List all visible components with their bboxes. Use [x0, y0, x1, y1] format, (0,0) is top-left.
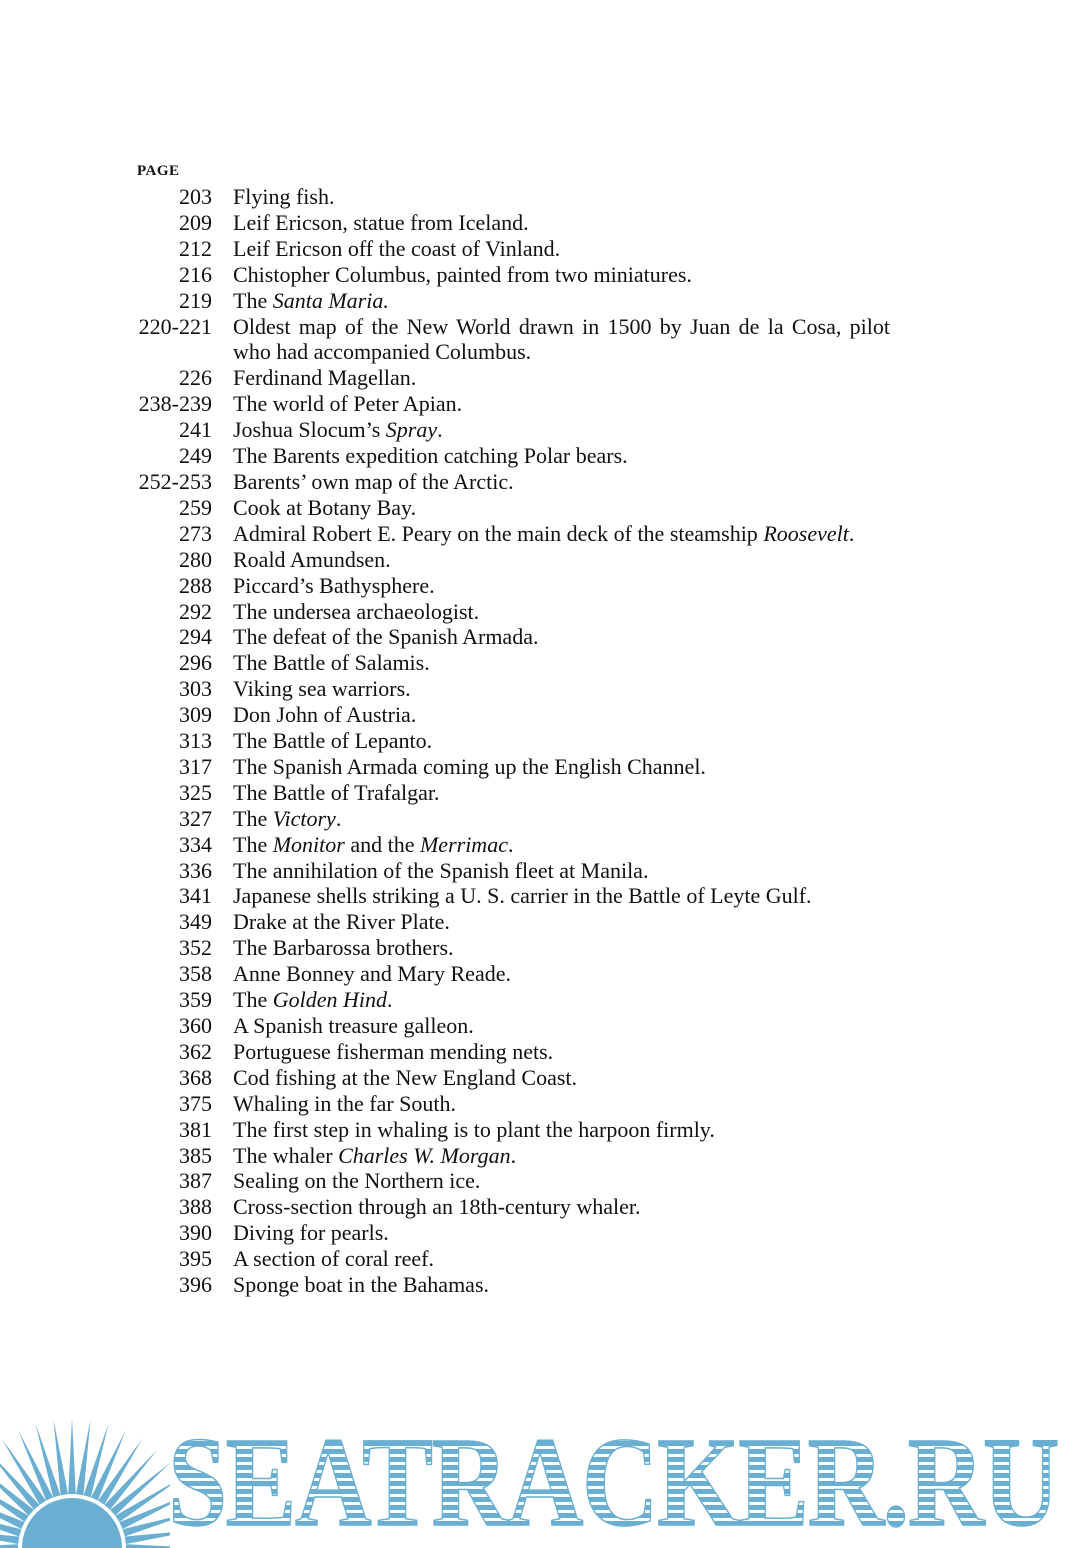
- page-number: 292: [179, 598, 212, 624]
- illustration-caption: [212, 780, 890, 806]
- list-item: [100, 184, 890, 210]
- list-item: [100, 1246, 890, 1272]
- illustration-caption: [212, 624, 890, 650]
- caption-text: Diving for pearls.: [233, 1220, 389, 1246]
- caption-text: Don John of Austria.: [233, 702, 417, 728]
- list-item: [100, 1013, 890, 1039]
- caption-text: Cod fishing at the New England Coast.: [233, 1064, 578, 1090]
- caption-text: Roald Amundsen.: [233, 546, 391, 572]
- caption-text: Chistopher Columbus, painted from two miniatures.: [233, 261, 692, 287]
- illustration-caption: [212, 728, 890, 754]
- caption-text: .: [335, 805, 342, 831]
- page-number: 336: [179, 857, 212, 883]
- list-item: [100, 391, 890, 417]
- watermark-text: SEATRACKER.RU: [168, 1411, 1058, 1548]
- italic-title: Monitor: [272, 831, 345, 857]
- list-item: [100, 262, 890, 288]
- caption-text: Sponge boat in the Bahamas.: [233, 1272, 490, 1298]
- page-number: 309: [179, 702, 212, 728]
- list-item: [100, 702, 890, 728]
- illustration-caption: [212, 573, 890, 599]
- illustration-caption: [212, 1272, 890, 1298]
- page-number: 259: [179, 494, 212, 520]
- list-item: [100, 1194, 890, 1220]
- illustration-caption: [212, 1246, 890, 1272]
- page-number: 296: [179, 650, 212, 676]
- illustration-caption: [212, 650, 890, 676]
- page-number: 395: [179, 1246, 212, 1272]
- page-number: 203: [179, 184, 212, 209]
- illustration-caption: [212, 858, 890, 884]
- page-number: 352: [179, 935, 212, 961]
- caption-text: The Battle of Lepanto.: [233, 728, 433, 754]
- page-number: 212: [179, 235, 212, 261]
- illustration-caption: [212, 417, 890, 443]
- caption-text: The whaler: [233, 1142, 339, 1168]
- list-item: [100, 806, 890, 832]
- page-number: 252-253: [138, 468, 212, 494]
- illustration-caption: [212, 184, 890, 210]
- illustration-caption: [212, 236, 890, 262]
- caption-text: A section of coral reef.: [233, 1246, 434, 1272]
- page-number: 358: [179, 961, 212, 987]
- list-item: [100, 883, 890, 909]
- illustration-caption: [212, 754, 890, 780]
- page-number: 317: [179, 753, 212, 779]
- caption-text: The: [233, 987, 273, 1013]
- page-number: 216: [179, 261, 212, 287]
- list-item: [100, 314, 890, 366]
- page-number: 273: [179, 520, 212, 546]
- caption-text: The Barents expedition catching Polar bears.: [233, 443, 628, 469]
- list-item: [100, 573, 890, 599]
- illustration-caption: [212, 961, 890, 987]
- list-item: [100, 832, 890, 858]
- list-item: [100, 1091, 890, 1117]
- illustration-caption: [212, 1013, 890, 1039]
- page-column-heading: PAGE: [137, 163, 180, 179]
- caption-text: Barents’ own map of the Arctic.: [233, 468, 514, 494]
- sun-ray: [35, 1423, 60, 1497]
- illustration-caption: [212, 469, 890, 495]
- list-item: [100, 909, 890, 935]
- caption-text: Sealing on the Northern ice.: [233, 1168, 481, 1194]
- page-number: 294: [179, 624, 212, 650]
- illustration-caption: [212, 262, 890, 288]
- list-item: [100, 521, 890, 547]
- caption-text: Japanese shells striking a U. S. carrier in the Battle of Leyte Gulf.: [233, 883, 812, 909]
- list-item: [100, 1168, 890, 1194]
- page-number: 249: [179, 443, 212, 469]
- illustration-caption: [212, 909, 890, 935]
- caption-text: .: [510, 1142, 517, 1168]
- caption-text: Oldest map of the New World drawn in 1500 by Juan de la Cosa, pilot who had accompanied Columbus.: [233, 313, 890, 365]
- italic-title: Victory: [272, 805, 336, 831]
- list-item: [100, 288, 890, 314]
- list-item: [100, 1039, 890, 1065]
- caption-text: and the: [344, 831, 420, 857]
- caption-text: The Spanish Armada coming up the English Channel.: [233, 753, 706, 779]
- italic-title: Golden Hind: [272, 987, 387, 1013]
- page-number: 388: [179, 1194, 212, 1220]
- caption-text: The: [233, 805, 273, 831]
- list-item: [100, 495, 890, 521]
- page-number: 238-239: [138, 391, 212, 417]
- italic-title: Spray: [385, 417, 438, 443]
- illustration-caption: [212, 1220, 890, 1246]
- page-number: 327: [179, 805, 212, 831]
- list-item: [100, 1272, 890, 1298]
- caption-text: .: [848, 520, 855, 546]
- page-number: 226: [179, 365, 212, 391]
- caption-text: Ferdinand Magellan.: [233, 365, 417, 391]
- sun-ray: [84, 1423, 109, 1497]
- caption-text: Admiral Robert E. Peary on the main deck of the steamship: [233, 520, 764, 546]
- caption-text: The Battle of Salamis.: [233, 650, 430, 676]
- illustration-caption: [212, 1194, 890, 1220]
- caption-text: The: [233, 287, 273, 313]
- page-number: 209: [179, 209, 212, 235]
- page-number: 280: [179, 546, 212, 572]
- page-number: 375: [179, 1090, 212, 1116]
- illustration-caption: [212, 702, 890, 728]
- illustration-caption: [212, 676, 890, 702]
- caption-text: The Battle of Trafalgar.: [233, 779, 440, 805]
- italic-title: Santa Maria.: [272, 287, 389, 313]
- watermark-logo: [0, 1385, 1080, 1548]
- list-item: [100, 728, 890, 754]
- italic-title: Charles W. Morgan: [338, 1142, 511, 1168]
- illustration-caption: [212, 495, 890, 521]
- page-number: 359: [179, 987, 212, 1013]
- caption-text: The world of Peter Apian.: [233, 391, 463, 417]
- illustration-caption: [212, 1168, 890, 1194]
- page-number: 349: [179, 909, 212, 935]
- list-item: [100, 935, 890, 961]
- list-item: [100, 1220, 890, 1246]
- caption-text: Cross-section through an 18th-century whaler.: [233, 1194, 641, 1220]
- illustration-caption: [212, 987, 890, 1013]
- list-item: [100, 961, 890, 987]
- list-item: [100, 1065, 890, 1091]
- list-item: [100, 624, 890, 650]
- list-item: [100, 650, 890, 676]
- illustration-list: [100, 184, 890, 1298]
- caption-text: The first step in whaling is to plant the harpoon firmly.: [233, 1116, 715, 1142]
- page-number: 334: [179, 831, 212, 857]
- illustration-caption: [212, 1117, 890, 1143]
- list-item: [100, 676, 890, 702]
- illustration-caption: [212, 210, 890, 236]
- caption-text: .: [437, 417, 443, 443]
- page-number: 341: [179, 883, 212, 909]
- caption-text: Whaling in the far South.: [233, 1090, 457, 1116]
- list-item: [100, 780, 890, 806]
- illustration-caption: [212, 443, 890, 469]
- caption-text: The annihilation of the Spanish fleet at Manila.: [233, 857, 649, 883]
- list-item: [100, 987, 890, 1013]
- illustration-caption: [212, 391, 890, 417]
- page-number: 303: [179, 676, 212, 702]
- page-number: 313: [179, 728, 212, 754]
- illustration-caption: [212, 314, 890, 366]
- page-number: 325: [179, 779, 212, 805]
- italic-title: Merrimac: [419, 831, 508, 857]
- page-number: 368: [179, 1064, 212, 1090]
- illustration-caption: [212, 521, 890, 547]
- illustration-caption: [212, 883, 890, 909]
- page-number: 390: [179, 1220, 212, 1246]
- list-item: [100, 1117, 890, 1143]
- page-number: 360: [179, 1013, 212, 1038]
- page-number: 219: [179, 287, 212, 313]
- caption-text: The: [233, 831, 273, 857]
- illustration-caption: [212, 365, 890, 391]
- caption-text: Cook at Botany Bay.: [233, 494, 417, 520]
- list-item: [100, 365, 890, 391]
- sun-ray: [0, 1544, 18, 1548]
- page-number: 381: [179, 1116, 212, 1142]
- caption-text: .: [386, 987, 393, 1013]
- caption-text: Flying fish.: [233, 184, 335, 209]
- caption-text: Portuguese fisherman mending nets.: [233, 1038, 554, 1064]
- list-item: [100, 469, 890, 495]
- illustration-caption: [212, 288, 890, 314]
- illustration-caption: [212, 935, 890, 961]
- list-item: [100, 210, 890, 236]
- caption-text: Piccard’s Bathysphere.: [233, 572, 435, 598]
- list-item: [100, 754, 890, 780]
- caption-text: Leif Ericson off the coast of Vinland.: [233, 235, 561, 261]
- caption-text: The undersea archaeologist.: [233, 598, 480, 624]
- caption-text: The Barbarossa brothers.: [233, 935, 454, 961]
- list-item: [100, 599, 890, 625]
- page-number: 362: [179, 1038, 212, 1064]
- list-item: [100, 547, 890, 573]
- illustration-caption: [212, 832, 890, 858]
- illustration-caption: [212, 1065, 890, 1091]
- illustration-caption: [212, 1091, 890, 1117]
- list-item: [100, 1143, 890, 1169]
- illustration-caption: [212, 547, 890, 573]
- page-number: 241: [179, 417, 212, 443]
- caption-text: Viking sea warriors.: [233, 676, 411, 702]
- list-item: [100, 858, 890, 884]
- illustration-caption: [212, 1039, 890, 1065]
- list-item: [100, 417, 890, 443]
- caption-text: A Spanish treasure galleon.: [233, 1013, 474, 1038]
- page-number: 387: [179, 1168, 212, 1194]
- illustration-caption: [212, 1143, 890, 1169]
- caption-text: Joshua Slocum’s: [233, 417, 386, 443]
- caption-text: Leif Ericson, statue from Iceland.: [233, 209, 529, 235]
- caption-text: Anne Bonney and Mary Reade.: [233, 961, 511, 987]
- illustration-caption: [212, 806, 890, 832]
- list-item: [100, 236, 890, 262]
- sun-ray: [68, 1418, 76, 1494]
- list-item: [100, 443, 890, 469]
- page-number: 385: [179, 1142, 212, 1168]
- page-number: 288: [179, 572, 212, 598]
- page-number: 220-221: [138, 313, 212, 339]
- caption-text: The defeat of the Spanish Armada.: [233, 624, 539, 650]
- page-number: 396: [179, 1272, 212, 1298]
- illustration-caption: [212, 599, 890, 625]
- italic-title: Roosevelt: [763, 520, 849, 546]
- caption-text: Drake at the River Plate.: [233, 909, 450, 935]
- caption-text: .: [507, 831, 514, 857]
